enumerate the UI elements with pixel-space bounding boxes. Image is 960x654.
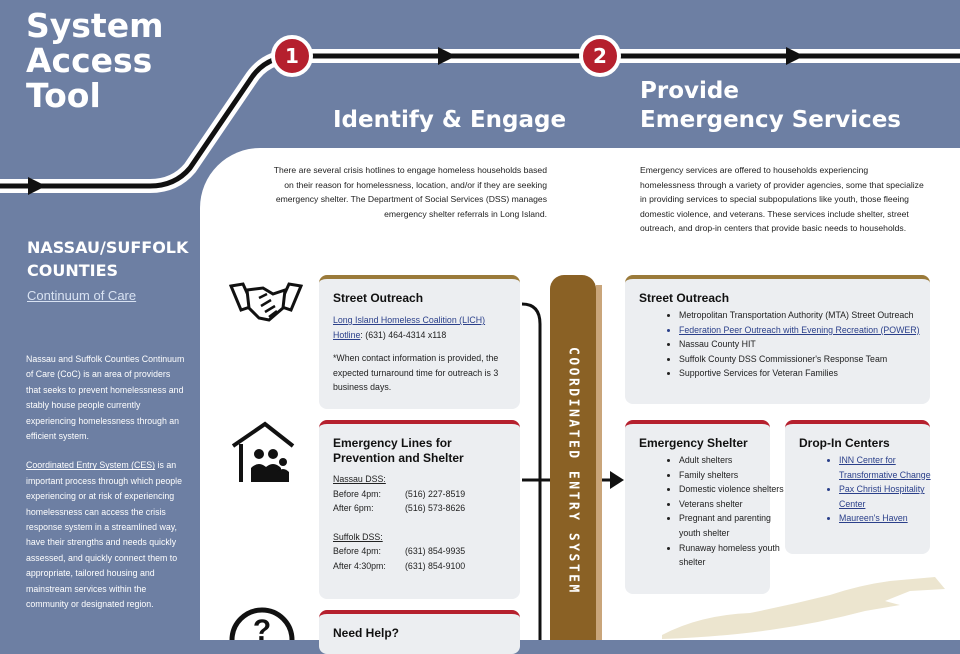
emergency-lines-card: Emergency Lines for Prevention and Shelter Nassau DSS: Before 4pm: (516) 227-8519 After 6pm: (516) 573-8626 Suffolk DSS: Before 4pm: (631) 854-9935 After 4:30pm: (631) 854-9100 <box>319 420 520 599</box>
card-title: Need Help? <box>333 626 400 640</box>
need-help-card <box>319 610 520 654</box>
list-item[interactable]: • Federation Peer Outreach with Evening Recreation (POWER) <box>679 323 930 338</box>
phone-row: Before 4pm: (516) 227-8519 <box>333 488 466 499</box>
list-item: • Metropolitan Transportation Authority (MTA) Street Outreach <box>679 308 930 323</box>
list-item: • Domestic violence shelters <box>679 482 789 497</box>
list-item: • Runaway homeless youth shelter <box>679 541 789 570</box>
coc-subtitle: Continuum of Care <box>27 288 137 303</box>
question-icon <box>228 606 296 640</box>
intro-identify: There are several crisis hotlines to engage homeless households based on their reason for homelessness, location, and/or if they are seeking emergency shelter. The Department of Social Services (DSS) manages emergency shelter referrals in Long Island. <box>273 165 547 219</box>
card-title: Emergency Lines for Prevention and Shelter <box>333 436 464 465</box>
step-1-heading: Identify & Engage <box>333 107 567 133</box>
page-title: System Access Tool <box>26 6 164 115</box>
drop-in-centers-card <box>785 420 930 554</box>
card-title: Street Outreach <box>333 291 424 305</box>
intro-emergency: Emergency services are offered to households experiencing homelessness through a variety of provider agencies, some that specialize in providing services to special subpopulations like youth, those fleeing domestic violence, and veterans. These services include shelter, street outreach, and drop-in centers that provide basic needs to households. <box>640 165 924 233</box>
step-2-badge: 2 <box>579 35 621 77</box>
arrow-icon <box>610 471 624 489</box>
drop-in-link[interactable]: • Maureen's Haven <box>839 511 951 526</box>
phone-row: After 6pm: (516) 573-8626 <box>333 503 466 514</box>
list-item: • Supportive Services for Veteran Families <box>679 366 930 381</box>
left-description: Nassau and Suffolk Counties Continuum of Care (CoC) is an area of providers that seeks to prevent homelessness and stably house people currently experiencing homelessness through an efficient system. Coordinated Entry System (CES) is an important process through which people experiencing or at risk of experiencing homelessness can access the crisis response system in a streamlined way, have their strengths and needs quickly assessed, and quickly connect them to appropriate, tailored housing and mainstream services within the community or designated region. <box>26 354 185 610</box>
house-family-icon <box>231 420 295 482</box>
list-item: • Pregnant and parenting youth shelter <box>679 511 789 540</box>
list-item: • Adult shelters <box>679 453 789 468</box>
step-2-heading: Provide Emergency Services <box>640 78 901 133</box>
card-title: Drop-In Centers <box>799 436 890 450</box>
phone-row: Before 4pm: (631) 854-9935 <box>333 546 466 557</box>
street-outreach-hotline-card: Street Outreach Long Island Homeless Coalition (LICH) Hotline: (631) 464-4314 x118 *When contact information is provided, the expected turnaround time for outreach is 3 business days. <box>319 275 520 409</box>
street-outreach-providers-card <box>625 275 930 404</box>
step-1-badge: 1 <box>271 35 313 77</box>
long-island-map-icon <box>660 575 950 640</box>
svg-text:?: ? <box>252 614 272 640</box>
list-item: • Family shelters <box>679 468 789 483</box>
phone-row: After 4:30pm: (631) 854-9100 <box>333 560 466 571</box>
lich-hotline-link[interactable]: Long Island Homeless Coalition (LICH) Hotline <box>333 315 486 340</box>
list-item: • Suffolk County DSS Commissioner's Response Team <box>679 352 930 367</box>
card-title: Street Outreach <box>639 291 730 305</box>
ces-band-shadow <box>596 285 602 640</box>
list-item: • Nassau County HIT <box>679 337 930 352</box>
list-item: • Veterans shelter <box>679 497 789 512</box>
ces-link[interactable]: Coordinated Entry System (CES) <box>26 460 156 471</box>
handshake-icon <box>229 280 303 324</box>
coordinated-entry-system-band: COORDINATED ENTRY SYSTEM <box>550 275 596 640</box>
drop-in-link[interactable]: • Pax Christi Hospitality Center <box>839 482 951 511</box>
card-title: Emergency Shelter <box>639 436 748 450</box>
region-heading: NASSAU/SUFFOLK COUNTIES <box>27 238 189 280</box>
emergency-shelter-card <box>625 420 784 594</box>
drop-in-link[interactable]: • INN Center for Transformative Change <box>839 453 951 482</box>
